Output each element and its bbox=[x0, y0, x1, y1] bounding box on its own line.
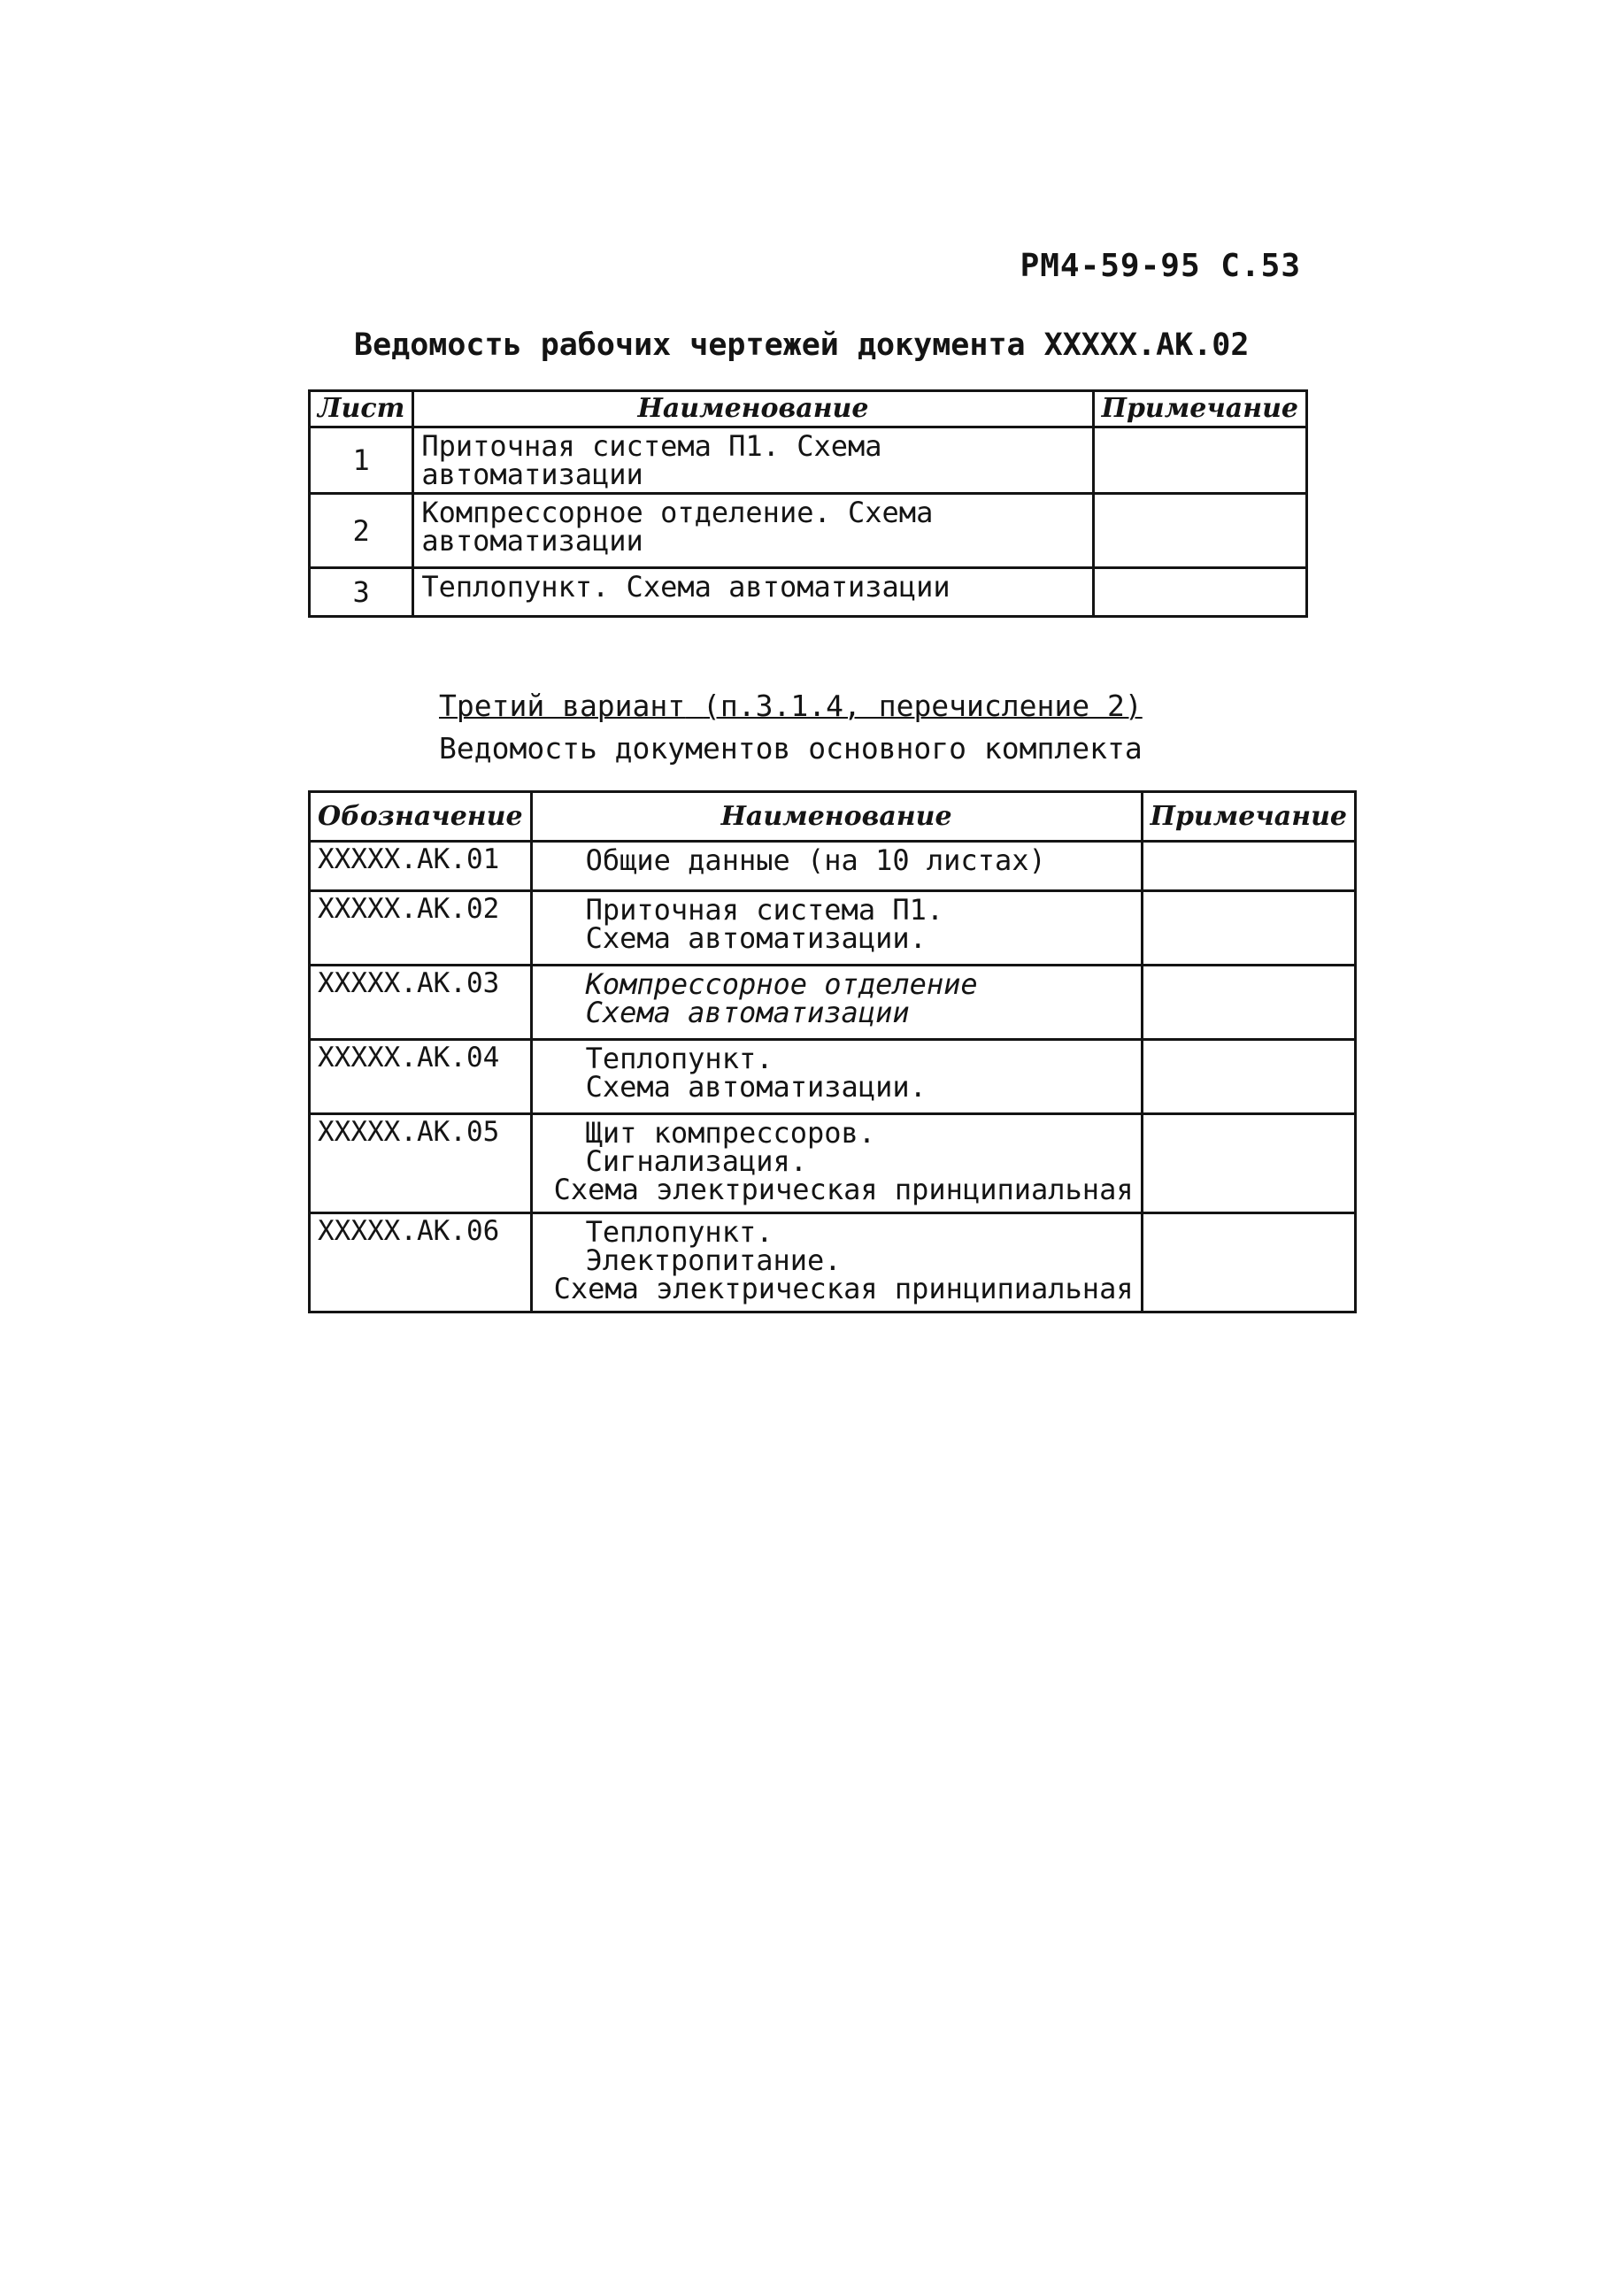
variant-reference: (п.3.1.4, перечисление 2) bbox=[703, 689, 1143, 723]
document-note bbox=[1142, 891, 1355, 966]
table-header-row bbox=[310, 391, 1307, 427]
name-line: Компрессорное отделение. Схема bbox=[421, 496, 934, 529]
table-row bbox=[310, 842, 1356, 891]
name-line: Электропитание. bbox=[585, 1243, 842, 1277]
table-row bbox=[310, 427, 1307, 494]
name-line: автоматизации bbox=[421, 524, 643, 558]
name-line: Приточная система П1. bbox=[585, 893, 944, 927]
sheet-number: 2 bbox=[310, 494, 413, 568]
name-line: Схема автоматизации. bbox=[585, 921, 927, 955]
table-header-row bbox=[310, 792, 1356, 842]
document-code: XXXXX.АК.04 bbox=[310, 1040, 532, 1114]
document-code: XXXXX.АК.05 bbox=[310, 1114, 532, 1213]
sheet-name bbox=[413, 568, 1093, 617]
name-line: Теплопункт. Схема автоматизации bbox=[421, 570, 951, 604]
column-header-name: Наименование bbox=[413, 391, 1093, 427]
column-header-sheet: Лист bbox=[310, 391, 413, 427]
table-row bbox=[310, 1213, 1356, 1312]
column-header-note: Примечание bbox=[1142, 792, 1355, 842]
column-header-note: Примечание bbox=[1093, 391, 1306, 427]
table-row bbox=[310, 568, 1307, 617]
document-code: XXXXX.АК.02 bbox=[310, 891, 532, 966]
document-name bbox=[531, 966, 1142, 1040]
drawings-table bbox=[308, 389, 1308, 618]
document-code: XXXXX.АК.03 bbox=[310, 966, 532, 1040]
name-line: Приточная система П1. Схема автоматизации bbox=[421, 429, 882, 491]
column-header-name: Наименование bbox=[531, 792, 1142, 842]
document-code: XXXXX.АК.01 bbox=[310, 842, 532, 891]
document-note bbox=[1142, 1213, 1355, 1312]
document-name bbox=[531, 1213, 1142, 1312]
table2-title: Ведомость документов основного комплекта bbox=[439, 731, 1143, 766]
name-line: Схема автоматизации. bbox=[585, 1070, 927, 1104]
document-name bbox=[531, 891, 1142, 966]
document-note bbox=[1142, 1114, 1355, 1213]
sheet-note bbox=[1093, 568, 1306, 617]
table-row bbox=[310, 494, 1307, 568]
name-line: Общие данные (на 10 листах) bbox=[585, 843, 1046, 877]
document-name bbox=[531, 1114, 1142, 1213]
column-header-code: Обозначение bbox=[310, 792, 532, 842]
documents-table bbox=[308, 790, 1357, 1313]
variant-heading bbox=[439, 689, 1143, 723]
sheet-number: 3 bbox=[310, 568, 413, 617]
document-note bbox=[1142, 1040, 1355, 1114]
name-line: Теплопункт. bbox=[585, 1215, 774, 1249]
document-note bbox=[1142, 842, 1355, 891]
document-name bbox=[531, 842, 1142, 891]
table-row bbox=[310, 891, 1356, 966]
table-row bbox=[310, 1040, 1356, 1114]
sheet-number: 1 bbox=[310, 427, 413, 494]
variant-heading-text: Третий вариант bbox=[439, 689, 686, 723]
table1-title: Ведомость рабочих чертежей документа XXXXX.АК.02 bbox=[354, 327, 1250, 363]
name-line: Теплопункт. bbox=[585, 1042, 774, 1075]
sheet-note bbox=[1093, 494, 1306, 568]
page-header: РМ4-59-95 С.53 bbox=[1020, 248, 1301, 284]
document-name bbox=[531, 1040, 1142, 1114]
table-row bbox=[310, 1114, 1356, 1213]
sheet-name bbox=[413, 494, 1093, 568]
name-line: Компрессорное отделение bbox=[585, 967, 978, 1001]
sheet-name bbox=[413, 427, 1093, 494]
name-line: Сигнализация. bbox=[585, 1144, 808, 1178]
document-code: XXXXX.АК.06 bbox=[310, 1213, 532, 1312]
name-line: Схема электрическая принципиальная bbox=[553, 1173, 1134, 1206]
name-line: Схема электрическая принципиальная bbox=[553, 1272, 1134, 1305]
sheet-note bbox=[1093, 427, 1306, 494]
table-row bbox=[310, 966, 1356, 1040]
name-line: Щит компрессоров. bbox=[585, 1116, 876, 1150]
name-line: Схема автоматизации bbox=[585, 996, 910, 1029]
document-note bbox=[1142, 966, 1355, 1040]
